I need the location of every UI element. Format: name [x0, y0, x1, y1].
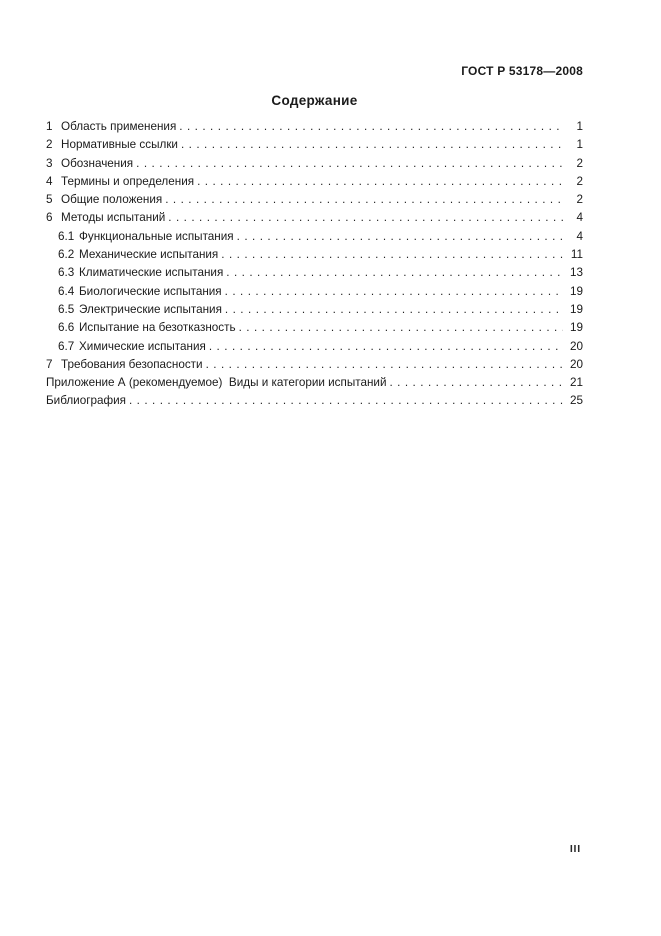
toc-entry-page: 4 — [576, 229, 583, 243]
dot-leader — [136, 155, 563, 173]
toc-row — [46, 191, 583, 209]
page-number: III — [569, 843, 581, 855]
toc-entry-number: 4 — [46, 174, 53, 188]
dot-leader — [206, 356, 563, 374]
dot-leader — [197, 173, 563, 191]
toc-entry-page: 2 — [576, 156, 583, 170]
toc-row — [46, 118, 583, 136]
toc-row — [46, 209, 583, 227]
toc-entry-page: 2 — [576, 193, 583, 207]
toc-entry-number: 6.6 — [58, 321, 75, 335]
toc-entry-page: 1 — [576, 120, 583, 133]
toc-entry-number: 6.3 — [58, 266, 75, 280]
toc-entry-page: 1 — [576, 138, 583, 152]
toc-row — [46, 136, 583, 154]
toc-row — [46, 228, 583, 246]
toc-row — [46, 155, 583, 173]
toc-row — [46, 264, 583, 282]
toc-entry-label: Термины и определения — [61, 174, 195, 188]
toc-entry-page: 19 — [569, 302, 583, 316]
toc-entry-number: 3 — [46, 156, 53, 170]
dot-leader — [225, 301, 563, 319]
toc-entry-page: 21 — [569, 376, 583, 390]
dot-leader — [129, 392, 563, 410]
toc-entry-label: Приложение А (рекомендуемое) Виды и категории испытаний — [46, 376, 387, 390]
toc-entry-label: Функциональные испытания — [79, 229, 234, 243]
toc-row — [46, 301, 583, 319]
dot-leader — [225, 283, 563, 301]
dot-leader — [168, 209, 563, 227]
dot-leader — [181, 136, 563, 154]
toc-entry-number: 6.5 — [58, 302, 75, 316]
toc-entry-page: 20 — [569, 357, 583, 371]
toc-entry-page: 19 — [569, 321, 583, 335]
dot-leader — [237, 228, 563, 246]
toc-entry-page: 4 — [576, 211, 583, 225]
toc-entry-label: Методы испытаний — [61, 211, 166, 225]
dot-leader — [209, 338, 563, 356]
toc-entry-number: 2 — [46, 138, 53, 152]
toc-entry-label: Биологические испытания — [79, 284, 222, 298]
toc-entry-label: Климатические испытания — [79, 266, 224, 280]
dot-leader — [221, 246, 563, 264]
toc-entry-number: 6 — [46, 211, 53, 225]
toc-entry-number: 6.4 — [58, 284, 75, 298]
toc-row — [46, 356, 583, 374]
toc-entry-page: 25 — [569, 394, 583, 408]
toc-entry-number: 6.2 — [58, 248, 75, 262]
toc-entry-number: 6.1 — [58, 229, 75, 243]
dot-leader — [165, 191, 563, 209]
document-code-header: ГОСТ Р 53178—2008 — [461, 64, 583, 78]
toc-entry-label: Электрические испытания — [79, 302, 222, 316]
toc-list — [46, 118, 583, 411]
toc-entry-label: Область применения — [61, 120, 177, 133]
dot-leader — [226, 264, 563, 282]
toc-entry-label: Общие положения — [61, 193, 163, 207]
toc-entry-number: 7 — [46, 357, 53, 371]
toc-entry-label: Нормативные ссылки — [61, 138, 178, 152]
toc-entry-label: Требования безопасности — [61, 357, 203, 371]
dot-leader — [239, 319, 563, 337]
toc-entry-label: Химические испытания — [79, 339, 206, 353]
toc-entry-label: Библиография — [46, 394, 126, 408]
toc-entry-page: 13 — [569, 266, 583, 280]
toc-entry-number: 5 — [46, 193, 53, 207]
toc-entry-page: 2 — [576, 174, 583, 188]
toc-row — [46, 246, 583, 264]
toc-entry-page: 20 — [569, 339, 583, 353]
dot-leader — [389, 374, 563, 392]
toc-entry-label: Испытание на безотказность — [79, 321, 236, 335]
toc-row — [46, 392, 583, 410]
toc-row — [46, 374, 583, 392]
toc-entry-label: Механические испытания — [79, 248, 219, 262]
toc-entry-label: Обозначения — [61, 156, 134, 170]
toc-entry-page: 19 — [569, 284, 583, 298]
toc-entry-page: 11 — [570, 248, 583, 262]
toc-row — [46, 319, 583, 337]
dot-leader — [179, 118, 563, 136]
toc-entry-number: 1 — [46, 120, 53, 133]
toc-row — [46, 338, 583, 356]
page-title: Содержание — [271, 93, 358, 108]
toc-entry-number: 6.7 — [58, 339, 75, 353]
toc-row — [46, 283, 583, 301]
toc-row — [46, 173, 583, 191]
